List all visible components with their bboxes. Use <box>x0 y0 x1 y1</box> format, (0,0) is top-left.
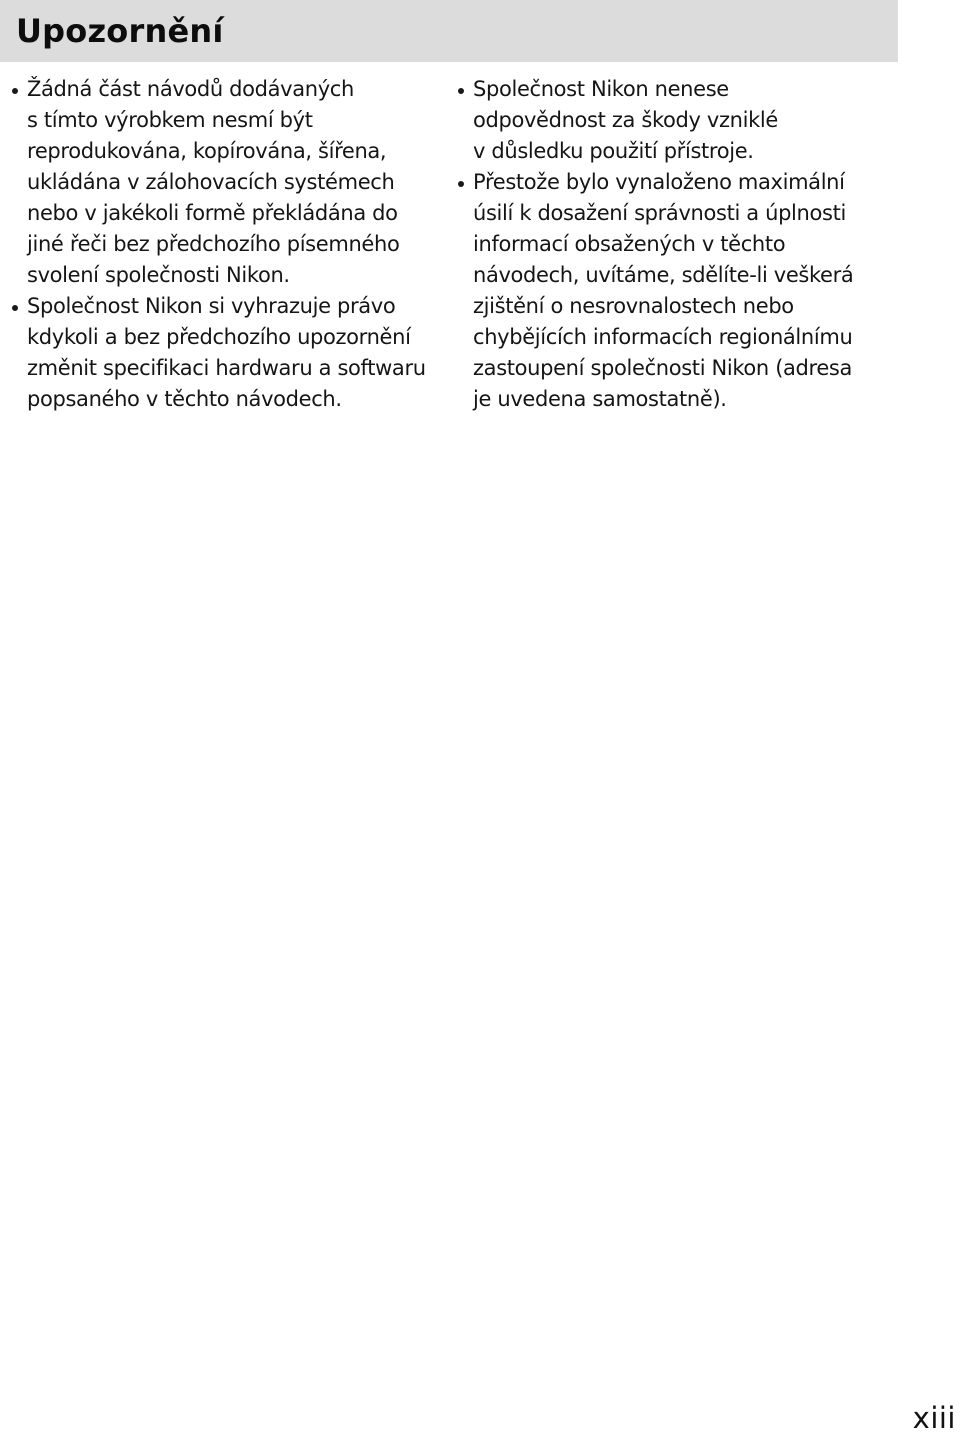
text-line: jiné řeči bez předchozího písemného <box>27 232 400 256</box>
text-line: je uvedena samostatně). <box>473 387 727 411</box>
text-line: Společnost Nikon si vyhrazuje právo <box>27 294 396 318</box>
text-line: svolení společnosti Nikon. <box>27 263 290 287</box>
list-item-liability <box>454 74 894 167</box>
text-line: odpovědnost za škody vzniklé <box>473 108 778 132</box>
text-line: Společnost Nikon nenese <box>473 77 729 101</box>
text-line: popsaného v těchto návodech. <box>27 387 342 411</box>
text-line: reprodukována, kopírována, šířena, <box>27 139 387 163</box>
text-line: zjištění o nesrovnalostech nebo <box>473 294 794 318</box>
bullet-icon <box>458 88 464 94</box>
text-line: chybějících informacích regionálnímu <box>473 325 853 349</box>
text-line: v důsledku použití přístroje. <box>473 139 754 163</box>
left-column <box>8 74 444 415</box>
text-line: ukládána v zálohovacích systémech <box>27 170 395 194</box>
text-line: nebo v jakékoli formě překládána do <box>27 201 398 225</box>
text-line: informací obsažených v těchto <box>473 232 786 256</box>
text-line: Přestože bylo vynaloženo maximální <box>473 170 845 194</box>
list-item-copyright <box>8 74 444 291</box>
title-bar <box>0 0 898 62</box>
right-column <box>454 74 894 415</box>
bullet-icon <box>12 305 18 311</box>
text-line: Žádná část návodů dodávaných <box>27 77 354 101</box>
page-title: Upozornění <box>16 12 224 50</box>
page-number: xiii <box>912 1401 956 1435</box>
text-line: s tímto výrobkem nesmí být <box>27 108 313 132</box>
text-line: změnit specifikaci hardwaru a softwaru <box>27 356 426 380</box>
text-line: zastoupení společnosti Nikon (adresa <box>473 356 853 380</box>
list-item-error-reporting <box>454 167 894 415</box>
text-line: kdykoli a bez předchozího upozornění <box>27 325 411 349</box>
text-line: úsilí k dosažení správnosti a úplnosti <box>473 201 846 225</box>
bullet-icon <box>12 88 18 94</box>
bullet-icon <box>458 181 464 187</box>
list-item-specification-change <box>8 291 444 415</box>
text-line: návodech, uvítáme, sdělíte-li veškerá <box>473 263 854 287</box>
